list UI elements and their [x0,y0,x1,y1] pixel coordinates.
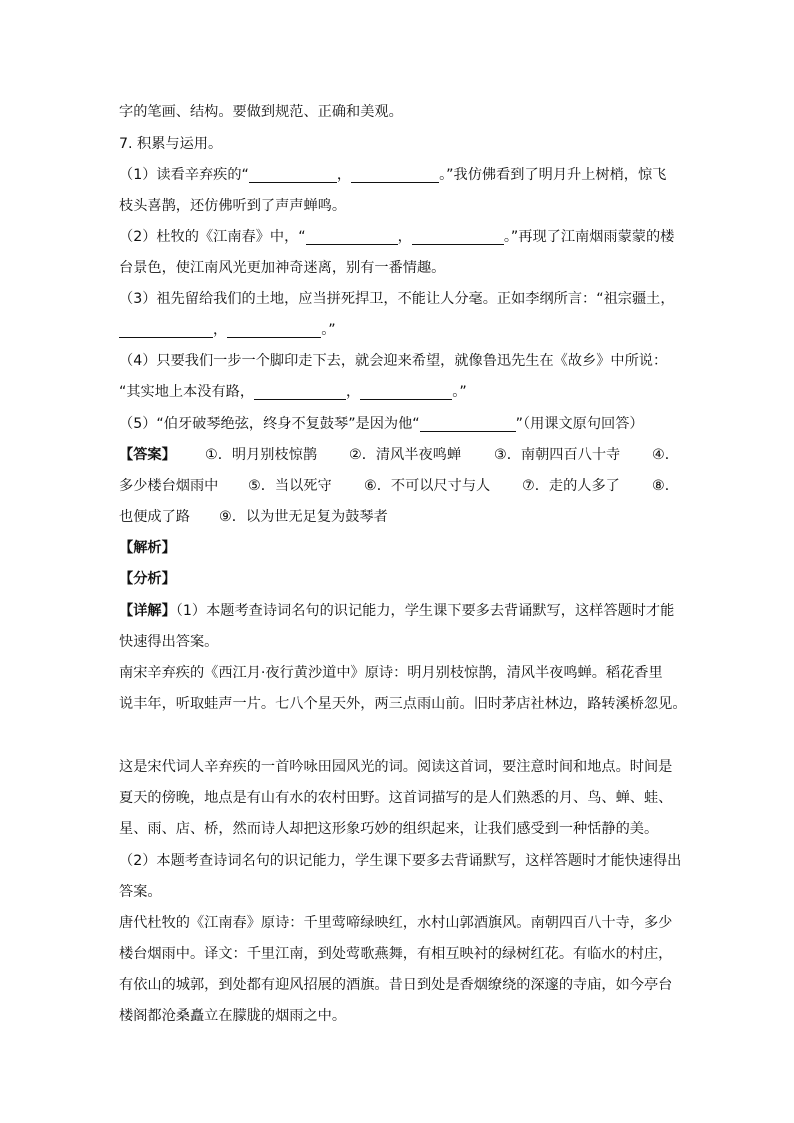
answer-item: ⑥．不可以尺寸与人 [364,478,491,494]
text: （5）“伯牙破琴绝弦，终身不复鼓琴”是因为他“ [119,416,420,432]
text-line: 楼阁都沧桑矗立在朦胧的烟雨之中。 [119,1008,347,1024]
answer-item: ⑨．以为世无足复为鼓琴者 [219,509,388,525]
detail-line [119,596,679,627]
question-heading: 7. 积累与运用。 [119,136,223,152]
question-4-blanks [119,377,679,408]
answer-item: ⑧． [652,478,679,494]
text-line: 夏天的傍晚，地点是有山有水的农村田野。这首词描写的是人们熟悉的月、鸟、蝉、蛙、 [119,790,673,806]
answer-blank [306,226,398,245]
text-line: 唐代杜牧的《江南春》原诗：千里莺啼绿映红，水村山郭酒旗风。南朝四百八十寺，多少 [119,915,673,931]
answer-item: ②．清风半夜鸣蝉 [349,447,462,463]
text-line: 字的笔画、结构。要做到规范、正确和美观。 [119,104,403,120]
text-line: 快速得出答案。 [119,634,219,650]
question-3-blanks [119,315,679,346]
answer-item: 也便成了路 [119,509,190,525]
answer-item: 多少楼台烟雨中 [119,478,219,494]
text: （1）读看辛弃疾的“ [119,167,249,183]
text-line: 台景色，使江南风光更加神奇迷离，别有一番情趣。 [119,260,446,276]
answer-item: ①．明月别枝惊鹊 [205,447,318,463]
section-label-fenxi: 【分析】 [119,571,176,587]
answer-blank [412,226,504,245]
answer-blank [351,164,439,183]
answer-item: ③．南朝四百八十寺 [494,447,621,463]
text: ， [346,384,361,400]
text: （2）杜牧的《江南春》中，“ [119,229,306,245]
text: ， [336,167,352,183]
text-line: 有依山的城郭，到处都有迎风招展的酒旗。昔日到处是香烟缭绕的深邃的寺庙，如今亭台 [119,977,673,993]
answer-blank [119,319,213,338]
text: ”（用课文原句回答） [515,416,644,432]
answer-blank [249,164,337,183]
answer-item: ⑤．当以死守 [248,478,332,494]
text: ， [213,322,228,338]
text: （1）本题考查诗词名句的识记能力，学生课下要多去背诵默写，这样答题时才能 [175,603,675,619]
question-4-line: （4）只要我们一步一个脚印走下去，就会迎来希望，就像鲁迅先生在《故乡》中所说： [119,353,668,369]
text-line: 南宋辛弃疾的《西江月·夜行黄沙道中》原诗：明月别枝惊鹊，清风半夜鸣蝉。稻花香里 [119,665,663,681]
text: ， [397,229,412,245]
text: 。”我仿佛看到了明月升上树梢，惊飞 [439,167,667,183]
text-line: 说丰年，听取蛙声一片。七八个星天外，两三点雨山前。旧时茅店社林边，路转溪桥忽见。 [119,696,687,712]
answer-blank [227,319,321,338]
answer-label: 【答案】 [119,447,176,463]
text: “其实地上本没有路， [119,384,255,400]
answer-item: ⑦．走的人多了 [522,478,620,494]
text: 。”再现了江南烟雨蒙蒙的楼 [503,229,675,245]
answer-blank [420,413,516,432]
text: 。” [452,384,467,400]
answer-item: ④． [652,447,679,463]
answer-blank [254,381,346,400]
text-line: 枝头喜鹊，还仿佛听到了声声蝉鸣。 [119,198,347,214]
text-line: （2）本题考查诗词名句的识记能力，学生课下要多去背诵默写，这样答题时才能快速得出 [119,853,682,869]
question-5-line [119,409,679,440]
text-line: 这是宋代词人辛弃疾的一首吟咏田园风光的词。阅读这首词，要注意时间和地点。时间是 [119,759,673,775]
section-label-xiangjie: 【详解】 [119,603,176,619]
answer-blank [360,381,452,400]
question-3-line: （3）祖先留给我们的土地，应当拼死捍卫，不能让人分毫。正如李纲所言：“祖宗疆土， [119,291,675,307]
text-line: 星、雨、店、桥，然而诗人却把这形象巧妙的组织起来，让我们感受到一种恬静的美。 [119,821,659,837]
text-line: 楼台烟雨中。译文：千里江南，到处莺歌燕舞，有相互映衬的绿树红花。有临水的村庄， [119,946,673,962]
text: 。” [321,322,336,338]
section-label-jiexi: 【解析】 [119,540,176,556]
question-2-line [119,222,679,253]
question-1-line [119,160,679,191]
text-line: 答案。 [119,884,162,900]
